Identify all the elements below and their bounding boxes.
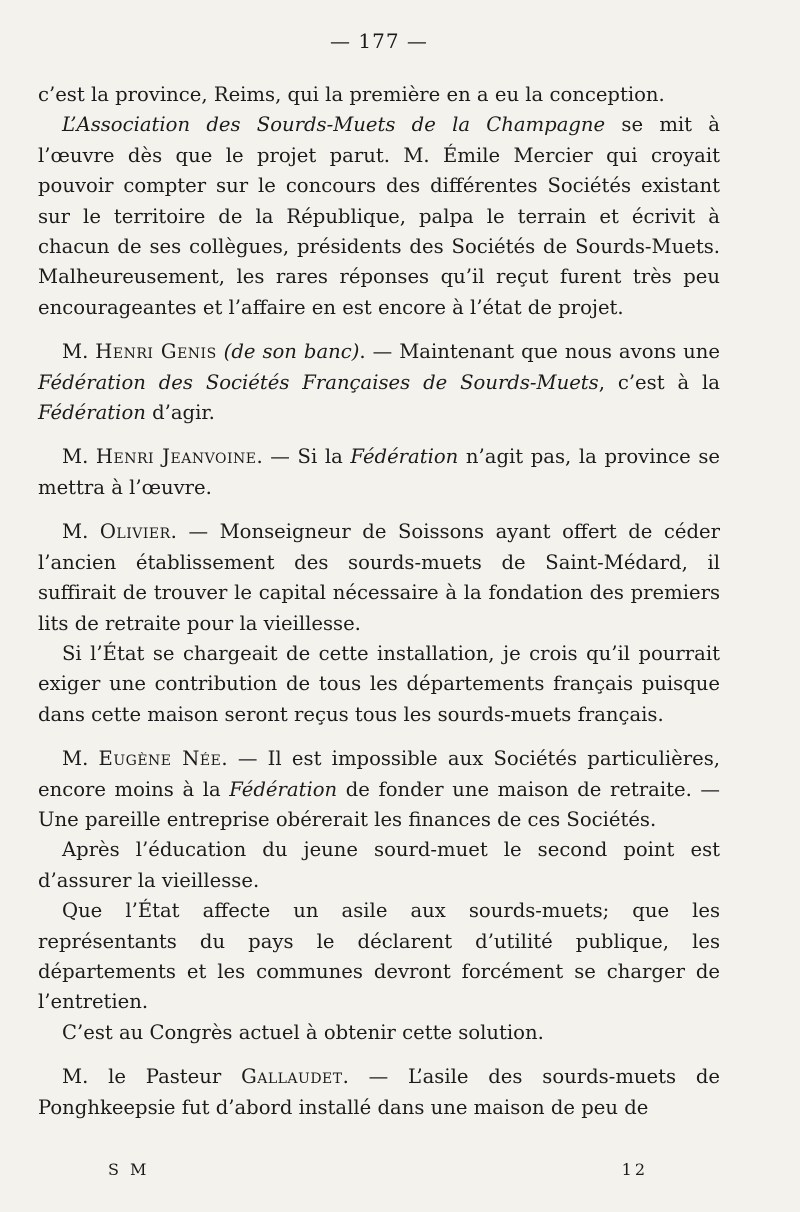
speaker-name: Henri Jeanvoine: [95, 445, 257, 469]
speaker-prefix: M. le Pasteur: [62, 1065, 242, 1089]
paragraph-text: d’agir.: [145, 401, 215, 425]
paragraph-1: [38, 80, 720, 110]
speaker-name: Henri Genis: [95, 340, 217, 364]
speaker-name: Olivier: [99, 520, 171, 544]
speaker-name: Gallaudet: [241, 1065, 343, 1089]
speaker-prefix: M.: [62, 340, 96, 364]
association-name: L’Association des Sourds-Muets de la Champagne: [62, 113, 606, 137]
paragraph-2: [38, 110, 720, 323]
signature-mark: S M: [108, 1160, 150, 1179]
page-number: — 177 —: [330, 29, 428, 53]
paragraph-7: [38, 744, 720, 835]
paragraph-text: Après l’éducation du jeune sourd-muet le second point est d’assurer la vieillesse.: [38, 838, 720, 892]
paragraph-11: [38, 1062, 720, 1123]
federation-word: Fédération: [350, 445, 459, 469]
paragraph-3: [38, 337, 720, 428]
speaker-prefix: M.: [62, 520, 100, 544]
paragraph-text: . — Il est impossible aux Sociétés particulières, encore moins à la: [38, 747, 721, 801]
paragraph-text: de fonder une maison de retraite. — Une pareille entreprise obérerait les finances de ces Sociétés.: [38, 777, 720, 831]
paragraph-10: [38, 1018, 720, 1048]
paragraph-8: [38, 835, 720, 896]
paragraph-text: Si l’État se chargeait de cette installation, je crois qu’il pourrait exiger une contribution de tous les départements français puisque dans cette maison seront reçus tous les sourds-muets français.: [38, 641, 720, 726]
stage-aside: (de son banc): [223, 340, 360, 364]
federation-word: Fédération: [229, 777, 338, 801]
paragraph-text: . — L’asile des sourds-muets de Ponghkeepsie fut d’abord installé dans une maison de peu de: [38, 1065, 720, 1119]
paragraph-text: . — Maintenant que nous avons une: [359, 340, 720, 364]
body-text: [38, 80, 720, 1123]
paragraph-6: [38, 639, 720, 730]
federation-word: Fédération: [38, 401, 146, 425]
paragraph-text: c’est la province, Reims, qui la première en a eu la conception.: [38, 83, 665, 106]
page-footer: [108, 1160, 648, 1179]
paragraph-text: Que l’État affecte un asile aux sourds-muets; que les représentants du pays le déclarent d’utilité publique, les départements et les communes devront forcément se charger de l’entretien.: [38, 899, 720, 1014]
speaker-prefix: M.: [62, 747, 99, 771]
paragraph-4: [38, 442, 720, 503]
paragraph-9: [38, 896, 720, 1018]
sheet-number: 12: [621, 1160, 648, 1179]
paragraph-text: n’agit pas, la province se mettra à l’œuvre.: [38, 445, 720, 499]
speaker-name: Eugène Née: [98, 747, 222, 771]
paragraph-text: C’est au Congrès actuel à obtenir cette solution.: [62, 1020, 544, 1044]
paragraph-text: . — Monseigneur de Soissons ayant offert de céder l’ancien établissement des sourds-muets de Saint-Médard, il suffirait de trouver le capital nécessaire à la fondation des premiers lits de retraite pour la vieillesse.: [38, 520, 720, 635]
paragraph-text: . — Si la: [256, 445, 351, 469]
paragraph-text: se mit à l’œuvre dès que le projet parut. M. Émile Mercier qui croyait pouvoir compter sur le concours des différentes Sociétés existant sur le territoire de la République, palpa le terrain et écrivit à chacun de ses collègues, présidents des Sociétés de Sourds-Muets. Malheureusement, les rares réponses qu’il reçut furent très peu encourageantes et l’affaire en est encore à l’état de projet.: [38, 113, 720, 319]
speaker-prefix: M.: [62, 445, 96, 469]
paragraph-text: , c’est à la: [598, 370, 720, 394]
paragraph-5: [38, 517, 720, 639]
federation-name: Fédération des Sociétés Françaises de Sourds-Muets: [38, 370, 599, 394]
